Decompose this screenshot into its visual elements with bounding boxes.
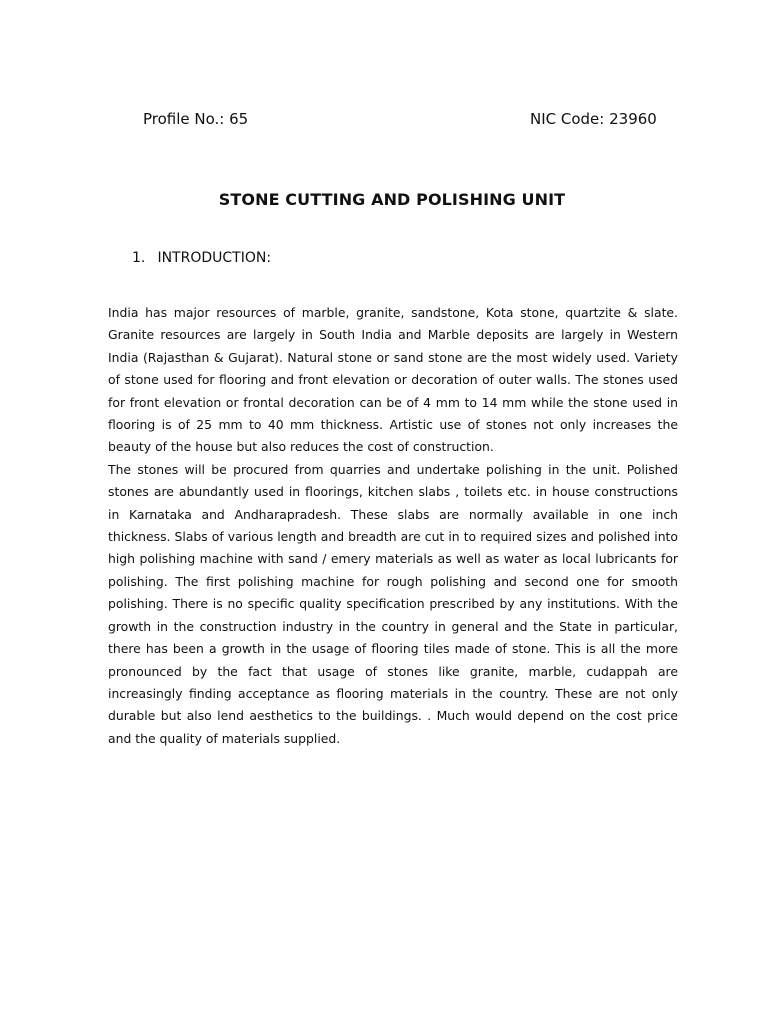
- document-title: STONE CUTTING AND POLISHING UNIT: [218, 190, 566, 209]
- paragraph-intro: India has major resources of marble, granite, sandstone, Kota stone, quartzite & slate. Granite resources are largely in South India and Marble deposits are largely in Western India (Rajasthan & Gujarat). Natural stone or sand stone are the most widely used. Variety of stone used for flooring and front elevation or decoration of outer walls. The stones used for front elevation or frontal decoration can be of 4 mm to 14 mm while the stone used in flooring is of 25 mm to 40 mm thickness. Artistic use of stones not only increases the beauty of the house but also reduces the cost of construction.: [108, 305, 678, 455]
- paragraph-polishing: The stones will be procured from quarries and undertake polishing in the unit. Polished stones are abundantly used in floorings, kitchen slabs , toilets etc. in house constructions in Karnataka and Andharapradesh. These slabs are normally available in one inch thickness. Slabs of various length and breadth are cut in to required sizes and polished into high polishing machine with sand / emery materials as well as water as local lubricants for polishing. The first polishing machine for rough polishing and second one for smooth polishing. There is no specific quality specification prescribed by any institutions. With the growth in the construction industry in the country in general and the State in particular, there has been a growth in the usage of flooring tiles made of stone. This is all the more pronounced by the fact that usage of stones like granite, marble, cudappah are increasingly finding acceptance as flooring materials in the country. These are not only durable but also lend aesthetics to the buildings. . Much would depend on the cost price and the quality of materials supplied.: [108, 461, 678, 746]
- profile-number: Profile No.: 65: [143, 110, 249, 128]
- section-heading: [132, 250, 271, 266]
- section-number: 1.: [132, 250, 146, 266]
- body-text: [108, 302, 678, 750]
- nic-code: NIC Code: 23960: [530, 110, 657, 128]
- section-title: INTRODUCTION:: [157, 250, 272, 266]
